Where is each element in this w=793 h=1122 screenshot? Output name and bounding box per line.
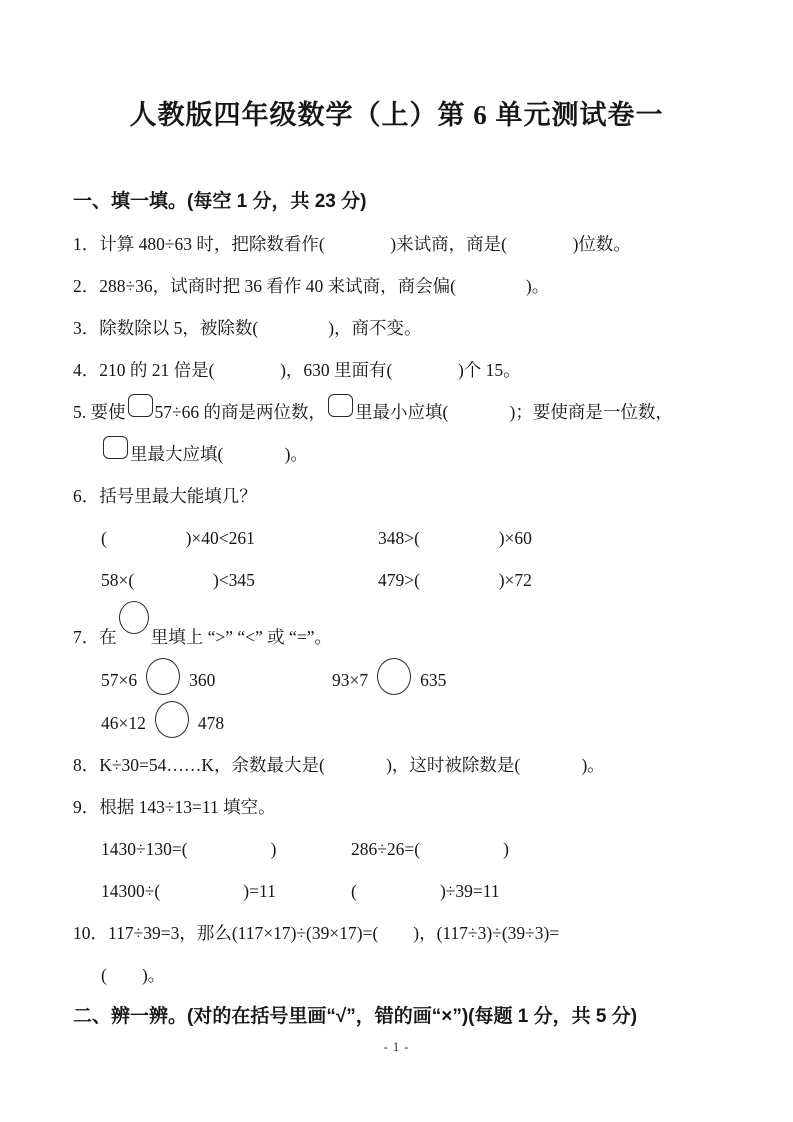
question-7-item-1	[101, 658, 332, 701]
question-6-item-2: 348>( )×60	[378, 528, 532, 548]
question-5-line-2	[73, 433, 720, 475]
question-4: 4．210 的 21 倍是( )，630 里面有( )个 15。	[73, 360, 521, 380]
compare-circle-icon	[119, 601, 149, 634]
question-10-line-2: ( )。	[101, 965, 166, 985]
compare-circle-icon	[155, 701, 189, 738]
fill-box-icon	[128, 394, 153, 417]
question-7-item-2	[332, 670, 446, 690]
question-9: 9．根据 143÷13=11 填空。	[73, 797, 276, 817]
question-7-num-2: 635	[420, 670, 447, 690]
question-5-text-2: 57÷66 的商是两位数，	[154, 402, 326, 422]
question-7-expr-1: 57×6	[101, 670, 138, 690]
question-5-text-1: 5. 要使	[73, 402, 126, 422]
question-7-expr-2: 93×7	[332, 670, 369, 690]
section-2-heading: 二、辨一辨。(对的在括号里画“√”，错的画“×”)(每题 1 分，共 5 分)	[73, 1006, 638, 1027]
question-5-text-4: 里最大应填( )。	[130, 444, 308, 464]
question-7-text-1: 7．在	[73, 627, 117, 647]
question-7-num-3: 478	[197, 713, 225, 733]
question-6-item-1: ( )×40<261	[101, 528, 255, 548]
question-6-row-2	[73, 559, 720, 601]
fill-box-icon	[103, 436, 128, 459]
fill-box-icon	[328, 394, 353, 417]
question-7-expr-3: 46×12	[101, 713, 146, 733]
question-7	[73, 601, 720, 658]
question-9-item-3: 14300÷( )=11	[101, 881, 276, 901]
question-6-row-1	[73, 517, 720, 559]
question-5-text-3: 里最小应填( )；要使商是一位数，	[354, 402, 673, 422]
question-7-num-1: 360	[189, 670, 216, 690]
question-9-row-2	[73, 870, 720, 912]
question-9-row-1	[73, 828, 720, 870]
paper-body	[0, 181, 793, 1038]
question-9-item-1: 1430÷130=( )	[101, 839, 277, 859]
question-6: 6．括号里最大能填几？	[73, 486, 257, 506]
question-3: 3．除数除以 5，被除数( )，商不变。	[73, 318, 422, 338]
question-6-item-3: 58×( )<345	[101, 570, 255, 590]
compare-circle-icon	[377, 658, 411, 695]
page-number: - 1 -	[383, 1040, 410, 1054]
question-2: 2．288÷36，试商时把 36 看作 40 来试商，商会偏( )。	[73, 276, 550, 296]
question-10-line-1: 10．117÷39=3，那么(117×17)÷(39×17)=( )，(117÷3)÷(39÷3)=	[73, 923, 560, 943]
page-title: 人教版四年级数学（上）第 6 单元测试卷一	[129, 100, 664, 130]
question-5-line-1	[73, 391, 720, 433]
question-8: 8．K÷30=54……K，余数最大是( )，这时被除数是( )。	[73, 755, 605, 775]
question-1: 1．计算 480÷63 时，把除数看作( )来试商，商是( )位数。	[73, 234, 631, 254]
question-6-item-4: 479>( )×72	[378, 570, 532, 590]
question-7-text-2: 里填上 “>” “<” 或 “=”。	[150, 627, 332, 647]
question-9-item-2: 286÷26=( )	[351, 839, 510, 859]
question-7-row-1	[73, 658, 720, 701]
question-7-row-2	[73, 701, 720, 744]
compare-circle-icon	[146, 658, 180, 695]
question-9-item-4: ( )÷39=11	[351, 881, 500, 901]
section-1-heading: 一、填一填。(每空 1 分，共 23 分)	[73, 191, 367, 212]
